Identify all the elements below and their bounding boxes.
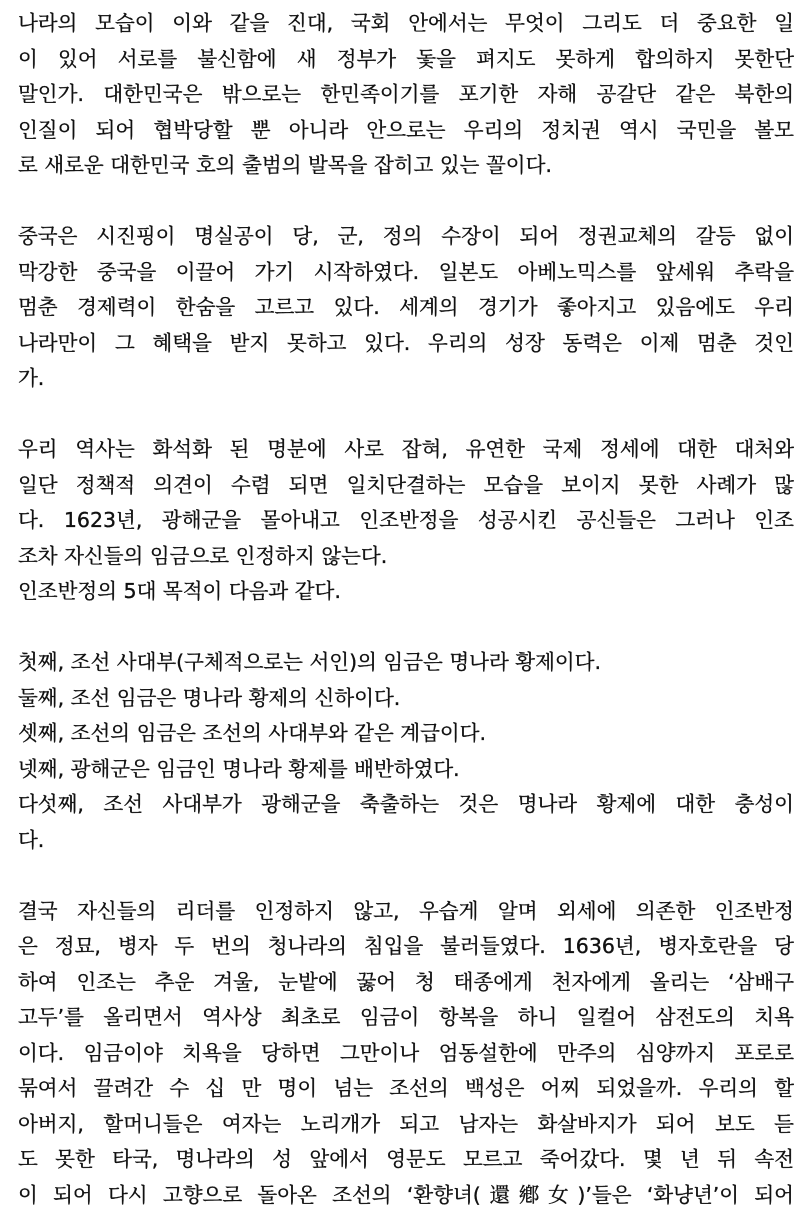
paragraph-5	[18, 894, 794, 1214]
text-line: 막강한 중국을 이끌어 가기 시작하였다. 일본도 아베노믹스를 앞세워 추락을	[18, 259, 794, 284]
list-item: 셋째, 조선의 임금은 조선의 사대부와 같은 계급이다.	[18, 721, 486, 745]
text-line: 이 되어 다시 고향으로 돌아온 조선의 ‘환향녀(還鄕女)’들은 ‘화냥년’이 되어	[18, 1182, 794, 1207]
paragraph-3	[18, 432, 794, 610]
text-line: 은 정묘, 병자 두 번의 청나라의 침입을 불러들였다. 1636년, 병자호란을 당	[18, 934, 794, 958]
text-line: 이 있어 서로를 불신함에 새 정부가 돛을 펴지도 못하게 합의하지 못한단	[18, 46, 794, 71]
paragraph-gap	[18, 858, 794, 894]
text-line: 도 못한 타국, 명나라의 성 앞에서 영문도 모르고 죽어갔다. 몇 년 뒤 속전	[18, 1147, 794, 1171]
document-page	[18, 6, 794, 1213]
paragraph-4-list	[18, 645, 794, 858]
text-line: 일단 정책적 의견이 수렴 되면 일치단결하는 모습을 보이지 못한 사례가 많	[18, 472, 794, 497]
text-line: 로 새로운 대한민국 호의 출범의 발목을 잡히고 있는 꼴이다.	[18, 153, 552, 177]
text-line: 멈춘 경제력이 한숨을 고르고 있다. 세계의 경기가 좋아지고 있음에도 우리	[18, 295, 794, 319]
text-line: 우리 역사는 화석화 된 명분에 사로 잡혀, 유연한 국제 정세에 대한 대처와	[18, 437, 794, 461]
text-line: 가.	[18, 366, 45, 390]
list-item: 첫째, 조선 사대부(구체적으로는 서인)의 임금은 명나라 황제이다.	[18, 650, 602, 674]
text-line: 아버지, 할머니들은 여자는 노리개가 되고 남자는 화살바지가 되어 보도 듣	[18, 1111, 794, 1136]
text-line: 조차 자신들의 임금으로 인정하지 않는다.	[18, 543, 388, 568]
text-line: 말인가. 대한민국은 밖으로는 한민족이기를 포기한 자해 공갈단 같은 북한의	[18, 82, 794, 106]
list-item: 다섯째, 조선 사대부가 광해군을 축출하는 것은 명나라 황제에 대한 충성이	[18, 792, 794, 816]
text-line: 인조반정의 5대 목적이 다음과 같다.	[18, 579, 341, 603]
list-item: 둘째, 조선 임금은 명나라 황제의 신하이다.	[18, 685, 401, 710]
text-line: 나라의 모습이 이와 같을 진대, 국회 안에서는 무엇이 그리도 더 중요한 일	[18, 11, 794, 35]
paragraph-1	[18, 6, 794, 184]
text-line: 이다. 임금이야 치욕을 당하면 그만이나 엄동설한에 만주의 심양까지 포로로	[18, 1040, 794, 1065]
text-line: 다.	[18, 827, 45, 852]
paragraph-gap	[18, 397, 794, 433]
text-line: 나라만이 그 혜택을 받지 못하고 있다. 우리의 성장 동력은 이제 멈춘 것인	[18, 330, 794, 355]
paragraph-2	[18, 219, 794, 397]
text-line: 묶여서 끌려간 수 십 만 명이 넘는 조선의 백성은 어찌 되었을까. 우리의 할	[18, 1076, 794, 1100]
text-line: 하여 인조는 추운 겨울, 눈밭에 꿇어 청 태종에게 천자에게 올리는 ‘삼배구	[18, 969, 794, 994]
text-line: 인질이 되어 협박당할 뿐 아니라 안으로는 우리의 정치권 역시 국민을 볼모	[18, 117, 794, 142]
text-line: 다. 1623년, 광해군을 몰아내고 인조반정을 성공시킨 공신들은 그러나 인조	[18, 508, 794, 532]
paragraph-gap	[18, 610, 794, 646]
text-line: 중국은 시진핑이 명실공이 당, 군, 정의 수장이 되어 정권교체의 갈등 없이	[18, 224, 794, 248]
text-line: 고두’를 올리면서 역사상 최초로 임금이 항복을 하니 일컬어 삼전도의 치욕	[18, 1005, 794, 1029]
list-item: 넷째, 광해군은 임금인 명나라 황제를 배반하였다.	[18, 756, 460, 781]
text-line: 결국 자신들의 리더를 인정하지 않고, 우습게 알며 외세에 의존한 인조반정	[18, 898, 794, 923]
paragraph-gap	[18, 184, 794, 220]
